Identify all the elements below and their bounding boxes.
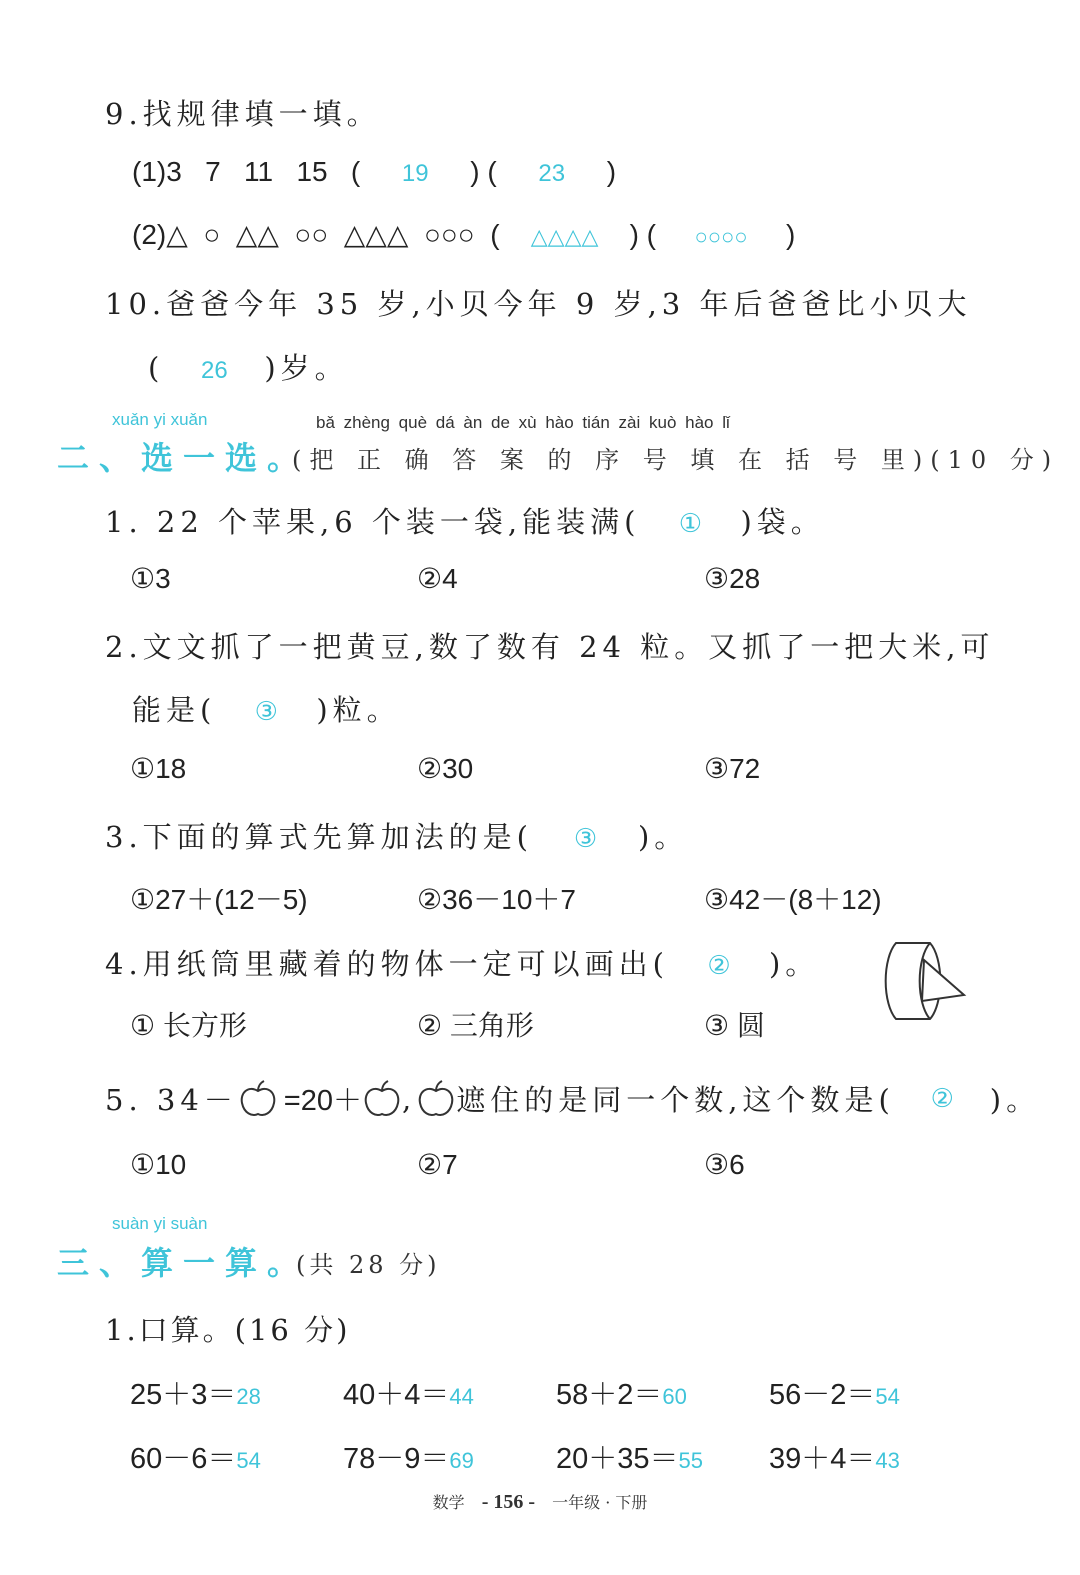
s2-q2-line1: 2.文文抓了一把黄豆,数了数有 24 粒。又抓了一把大米,可 [105,630,995,664]
s2-q2-line2-text: 能是( [132,693,217,727]
s2-q4-stem-text: 4.用纸筒里藏着的物体一定可以画出( [105,947,669,981]
q9-p2-suffix: ) [786,219,796,250]
s2-q5-option-2: ②7 [417,1149,458,1180]
s2-q3-stem-text: 3.下面的算式先算加法的是( [105,820,533,854]
calc-expr: 56－2＝ [769,1379,876,1411]
calc-expr: 40＋4＝ [343,1379,450,1411]
q9-title: 9.找规律填一填。 [105,97,381,131]
s2-q2-option-3: ③72 [704,753,761,784]
s2-q4-stem-after: )。 [768,947,820,981]
calc-item [556,1436,703,1477]
calc-expr: 20＋35＝ [556,1443,679,1475]
calc-answer: 60 [662,1384,687,1409]
q9-p2-prefix: (2)△ ○ △△ ○○ △△△ ○○○ ( [132,219,500,250]
calc-item [130,1436,261,1477]
section3-subtitle: 1.口算。(16 分) [105,1313,351,1347]
s2-q5-stem-after: )。 [989,1083,1041,1117]
apple-icon [416,1079,456,1119]
calc-expr: 25＋3＝ [130,1379,237,1411]
s2-q2-option-2: ②30 [417,753,474,784]
calc-answer: 54 [236,1448,261,1473]
section3-pinyin: suàn yi suàn [112,1214,208,1233]
s2-q5-stem-text: 5. 34－ [105,1083,238,1117]
calc-answer: 54 [875,1384,900,1409]
s2-q1-option-1: ①3 [130,563,171,594]
s2-q4-stem [105,942,819,983]
q9-part1 [132,156,616,188]
s2-q5-answer: ② [930,1083,954,1113]
section2-title: 二、选一选。 [57,439,310,477]
apple-icon [362,1079,402,1119]
q9-p1-answer1: 19 [401,160,429,187]
q9-p2-answer1: △△△△ [530,224,599,249]
q9-p2-mid: ) ( [629,219,657,250]
s2-q5-stem [105,1078,1040,1119]
s2-q5-mid2: , [402,1081,417,1116]
q10-close: )岁。 [264,351,349,385]
section2-note-pinyin: bǎ zhèng què dá àn de xù hào tián zài kuò hào lǐ [316,413,730,432]
q10-line1: 10.爸爸今年 35 岁,小贝今年 9 岁,3 年后爸爸比小贝大 [105,287,972,321]
section3-title: 三、算一算。 [57,1244,310,1282]
calc-answer: 55 [678,1448,703,1473]
q9-p2-answer2: ○○○○ [694,224,748,249]
s2-q2-line2 [132,688,401,729]
calc-answer: 44 [449,1384,474,1409]
s2-q2-line2-after: )粒。 [316,693,401,727]
s2-q3-stem [105,815,688,856]
s2-q1-option-3: ③28 [704,563,761,594]
calc-expr: 60－6＝ [130,1443,237,1475]
s2-q1-answer: ① [678,508,703,538]
s2-q5-option-1: ①10 [130,1149,187,1180]
calc-expr: 78－9＝ [343,1443,450,1475]
s2-q5-mid1: =20＋ [283,1085,362,1117]
calc-item [130,1372,261,1413]
q9-p1-answer2: 23 [538,160,566,187]
calc-expr: 58＋2＝ [556,1379,663,1411]
s2-q2-answer: ③ [254,696,278,726]
s2-q3-answer: ③ [573,823,598,853]
calc-item [343,1372,474,1413]
footer-subject: 数学 [432,1493,465,1512]
s2-q1-stem-text: 1. 22 个苹果,6 个装一袋,能装满( [105,505,641,539]
s2-q3-stem-after: )。 [637,820,689,854]
q10-line2 [148,346,349,387]
s2-q2-option-1: ①18 [130,753,187,784]
calc-item [556,1372,687,1413]
calc-item [343,1436,474,1477]
q9-part2 [132,218,795,251]
calc-expr: 39＋4＝ [769,1443,876,1475]
s2-q4-option-2: ② 三角形 [417,1010,534,1041]
section3-note: (共 28 分) [296,1251,441,1279]
calc-answer: 28 [236,1384,261,1409]
section2-pinyin: xuǎn yi xuǎn [112,410,208,429]
footer-grade: 一年级 · 下册 [552,1493,648,1512]
s2-q4-answer: ② [707,950,731,980]
paper-tube-icon [872,935,970,1027]
q9-p1-mid: ) ( [470,156,497,187]
s2-q4-option-1: ① 长方形 [130,1010,247,1041]
calc-item [769,1436,900,1477]
s2-q1-option-2: ②4 [417,563,458,594]
s2-q3-option-2: ②36－10＋7 [417,884,576,915]
s2-q4-option-3: ③ 圆 [704,1010,765,1041]
calc-item [769,1372,900,1413]
q9-p1-prefix: (1)3 7 11 15 ( [132,156,361,187]
s2-q1-stem-after: )袋。 [740,505,825,539]
q10-answer: 26 [200,357,228,384]
page-footer [0,1490,1080,1514]
s2-q5-mid3: 遮住的是同一个数,这个数是( [456,1083,895,1117]
q9-p1-suffix: ) [606,156,617,187]
section2-note: (把 正 确 答 案 的 序 号 填 在 括 号 里)(10 分) [292,446,1060,474]
s2-q3-option-3: ③42－(8＋12) [704,884,882,915]
calc-answer: 43 [875,1448,900,1473]
apple-icon [238,1079,278,1119]
page-number: - 156 - [481,1491,536,1513]
calc-answer: 69 [449,1448,474,1473]
s2-q1-stem [105,500,825,541]
s2-q3-option-1: ①27＋(12－5) [130,884,308,915]
q10-open: ( [148,351,165,385]
s2-q5-option-3: ③6 [704,1149,745,1180]
